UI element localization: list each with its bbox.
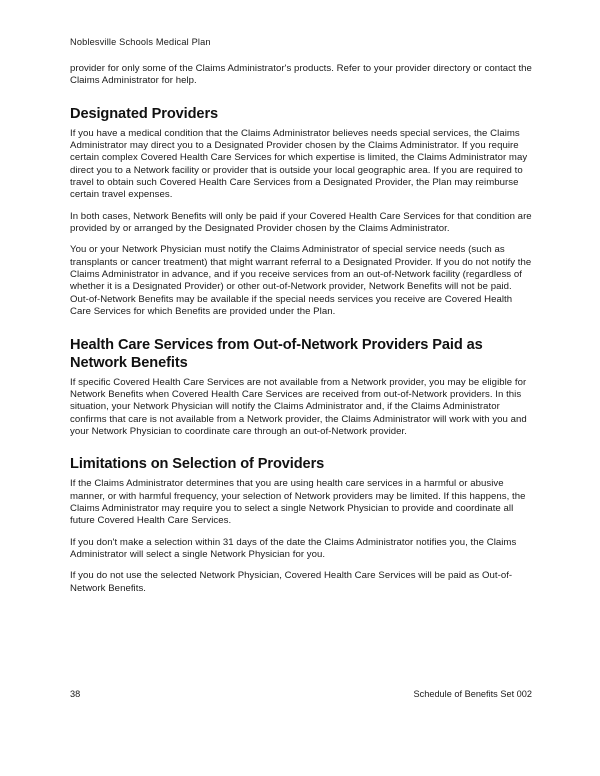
section-heading-limitations-on-selection-of-providers: Limitations on Selection of Providers	[70, 456, 325, 473]
page-number: 38	[70, 689, 81, 699]
paragraph: In both cases, Network Benefits will only be paid if your Covered Health Care Services for that condition are provided by or arranged by the Designated Provider chosen by the Claims Administrator.	[70, 210, 532, 235]
paragraph: You or your Network Physician must notify the Claims Administrator of special service needs (such as transplants or cancer treatment) that might warrant referral to a Designated Provider. If you do not notify the Claims Administrator in advance, and if you receive services from an out-of-Network facility (regardless of whether it is a Designated Provider) or other out-of-Network provider, Network Benefits will not be paid. Out-of-Network Benefits may be available if the special needs services you receive are Covered Health Care Services for which Benefits are provided under the Plan.	[70, 244, 532, 318]
section-heading-out-of-network-paid-as-network: Health Care Services from Out-of-Network Providers Paid as Network Benefits	[70, 336, 483, 371]
running-header: Noblesville Schools Medical Plan	[70, 37, 211, 47]
paragraph: If specific Covered Health Care Services are not available from a Network provider, you may be eligible for Network Benefits when Covered Health Care Services are received from out-of-Network providers. In this situation, your Network Physician will notify the Claims Administrator and, if the Claims Administrator confirms that care is not available from a Network provider, the Claims Administrator will work with you and your Network Physician to coordinate care through an out-of-Network provider.	[70, 376, 527, 437]
paragraph: If the Claims Administrator determines that you are using health care services in a harmful or abusive manner, or with harmful frequency, your selection of Network providers may be limited. If this happens, the Claims Administrator may require you to select a single Network Physician to provide and coordinate all future Covered Health Care Services.	[70, 478, 526, 527]
page-footer	[70, 688, 532, 700]
footer-document-label: Schedule of Benefits Set 002	[413, 689, 532, 699]
paragraph: If you have a medical condition that the Claims Administrator believes needs special services, the Claims Administrator may direct you to a Designated Provider chosen by the Claims Administrator. If you require certain complex Covered Health Care Services for which expertise is limited, the Claims Administrator may direct you to a Network facility or provider that is outside your local geographic area. If you are required to travel to obtain such Covered Health Care Services from a Designated Provider, the Plan may reimburse certain travel expenses.	[70, 127, 528, 201]
page-body	[70, 63, 532, 595]
paragraph: If you do not use the selected Network Physician, Covered Health Care Services will be paid as Out-of-Network Benefits.	[70, 570, 513, 594]
continued-paragraph: provider for only some of the Claims Administrator's products. Refer to your provider directory or contact the Claims Administrator for help.	[70, 63, 532, 87]
section-heading-designated-providers: Designated Providers	[70, 105, 219, 122]
paragraph: If you don't make a selection within 31 days of the date the Claims Administrator notifies you, the Claims Administrator will select a single Network Physician for you.	[70, 536, 517, 560]
